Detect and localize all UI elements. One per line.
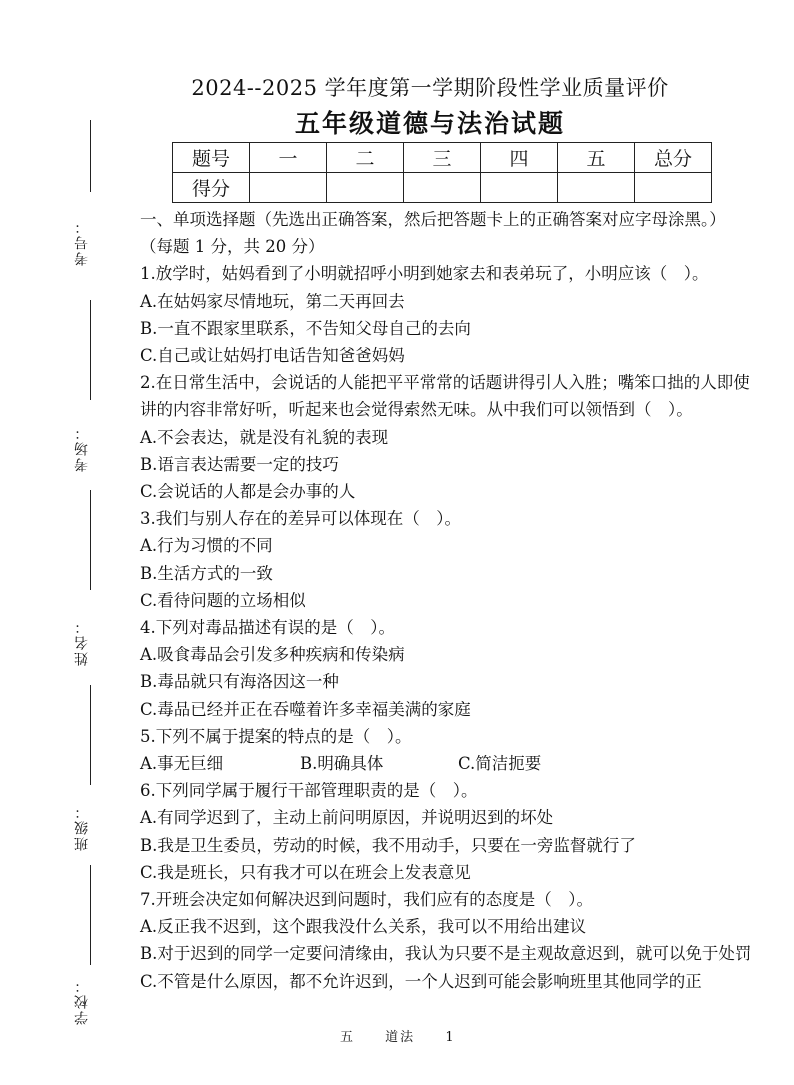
question-stem: 5.下列不属于提案的特点的是（ ）。	[140, 726, 412, 746]
score-table-score-row	[173, 173, 712, 203]
option-b: B.语言表达需要一定的技巧	[140, 454, 339, 474]
score-col-total: 总分	[635, 143, 712, 173]
score-row-label: 得分	[173, 173, 250, 203]
score-col-1: 一	[250, 143, 327, 173]
school-field	[62, 865, 102, 1025]
option-a: A.反正我不迟到，这个跟我没什么关系，我可以不用给出建议	[140, 917, 587, 937]
school-line	[90, 865, 91, 965]
exam-subtitle: 五年级道德与法治试题	[294, 109, 565, 138]
option-b: B.生活方式的一致	[140, 563, 273, 583]
option-c: C.我是班长，只有我才可以在班会上发表意见	[140, 862, 471, 882]
score-cell-5[interactable]	[558, 173, 635, 203]
score-cell-4[interactable]	[481, 173, 558, 203]
option-b: B.明确具体	[300, 754, 384, 774]
exam-room-field	[62, 300, 102, 480]
name-label: 姓名：	[74, 618, 90, 666]
score-cell-total[interactable]	[635, 173, 712, 203]
score-cell-3[interactable]	[404, 173, 481, 203]
section-heading: 一、单项选择题（先选出正确答案，然后把答题卡上的正确答案对应字母涂黑。）	[140, 210, 726, 229]
option-b: B.对于迟到的同学一定要问清缘由，我认为只要不是主观故意迟到，就可以免于处罚	[140, 944, 752, 964]
score-col-4: 四	[481, 143, 558, 173]
option-c: C.自己或让姑妈打电话告知爸爸妈妈	[140, 346, 405, 366]
question-stem: 7.开班会决定如何解决迟到问题时，我们应有的态度是（ ）。	[140, 890, 593, 910]
question-stem: 1.放学时，姑妈看到了小明就招呼小明到她家去和表弟玩了，小明应该（ ）。	[140, 264, 709, 284]
option-c: C.不管是什么原因，都不允许迟到，一个人迟到可能会影响班里其他同学的正	[140, 971, 702, 991]
footer-grade: 五	[340, 1030, 356, 1045]
option-c: C.看待问题的立场相似	[140, 590, 306, 610]
footer-page-number: 1	[445, 1030, 456, 1045]
exam-room-line	[90, 300, 91, 400]
question-stem: 4.下列对毒品描述有误的是（ ）。	[140, 618, 395, 638]
exam-title: 2024--2025 学年度第一学期阶段性学业质量评价	[191, 76, 669, 100]
score-table-header-row	[173, 143, 712, 173]
option-b: B.毒品就只有海洛因这一种	[140, 672, 339, 692]
score-col-5: 五	[558, 143, 635, 173]
footer-subject: 道法	[385, 1030, 416, 1045]
option-b: B.一直不跟家里联系，不告知父母自己的去向	[140, 318, 471, 338]
question-stem: 6.下列同学属于履行干部管理职责的是（ ）。	[140, 781, 478, 801]
option-b: B.我是卫生委员，劳动的时候，我不用动手，只要在一旁监督就行了	[140, 835, 636, 855]
option-a: A.不会表达，就是没有礼貌的表现	[140, 427, 389, 447]
option-a: A.有同学迟到了，主动上前问明原因，并说明迟到的坏处	[140, 808, 554, 828]
class-field	[62, 685, 102, 865]
class-label: 班级：	[74, 803, 90, 851]
section-note: （每题 1 分，共 20 分）	[140, 237, 325, 257]
option-a: A.行为习惯的不同	[140, 536, 273, 556]
exam-no-field	[62, 120, 102, 300]
page-footer	[340, 1026, 500, 1045]
score-cell-1[interactable]	[250, 173, 327, 203]
score-col-2: 二	[327, 143, 404, 173]
school-label: 学校：	[74, 977, 90, 1025]
option-row	[140, 750, 760, 777]
name-field	[62, 490, 102, 680]
option-c: C.简洁扼要	[458, 754, 542, 774]
exam-no-line	[90, 120, 91, 192]
score-cell-2[interactable]	[327, 173, 404, 203]
option-a: A.吸食毒品会引发多种疾病和传染病	[140, 645, 405, 665]
option-a: A.事无巨细	[140, 754, 224, 774]
question-stem: 2.在日常生活中，会说话的人能把平平常常的话题讲得引人入胜；嘴笨口拙的人即使讲的内容非常好听，听起来也会觉得索然无味。从中我们可以领悟到（ ）。	[140, 373, 750, 420]
exam-room-label: 考场：	[74, 424, 90, 472]
exam-no-label: 考号：	[74, 218, 90, 266]
score-col-label: 题号	[173, 143, 250, 173]
class-line	[90, 685, 91, 785]
option-a: A.在姑妈家尽情地玩，第二天再回去	[140, 291, 405, 311]
question-stem: 3.我们与别人存在的差异可以体现在（ ）。	[140, 509, 461, 529]
score-col-3: 三	[404, 143, 481, 173]
option-c: C.会说话的人都是会办事的人	[140, 482, 356, 502]
option-c: C.毒品已经并正在吞噬着许多幸福美满的家庭	[140, 699, 471, 719]
binding-margin	[62, 120, 102, 1025]
name-line	[90, 490, 91, 590]
score-table	[172, 142, 712, 203]
question-section	[140, 206, 760, 995]
